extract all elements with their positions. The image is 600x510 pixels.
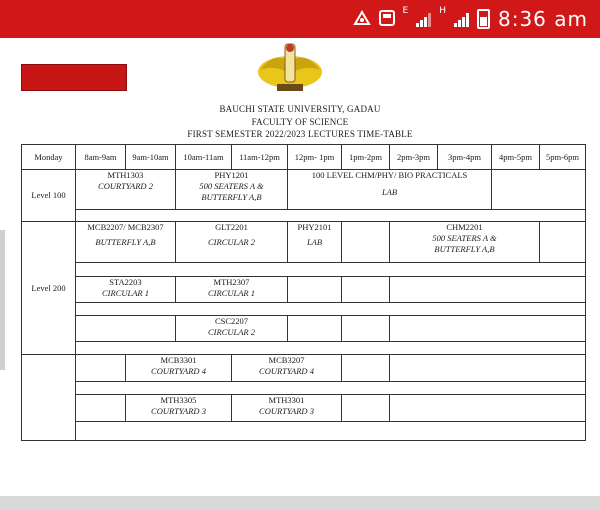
time-slot-header: 9am-10am (126, 145, 176, 170)
course-code: CHM2201 (446, 222, 483, 232)
empty-cell (390, 395, 586, 422)
class-cell (76, 277, 176, 303)
signal-strength-icon-2 (454, 11, 469, 27)
class-cell (176, 277, 288, 303)
empty-cell (390, 355, 586, 382)
faculty-name: FACULTY OF SCIENCE (251, 117, 349, 127)
venue: 500 SEATERS A & (199, 181, 264, 191)
time-slot-header: 11am-12pm (232, 145, 288, 170)
class-cell (288, 222, 342, 263)
venue: COURTYARD 2 (98, 181, 153, 191)
empty-cell (288, 316, 342, 342)
class-cell (390, 222, 540, 263)
save-data-icon (379, 10, 395, 29)
course-code: CSC2207 (214, 316, 249, 326)
venue: LAB (306, 237, 323, 247)
class-cell (76, 170, 176, 210)
course-code: MCB3207 (268, 355, 305, 365)
bottom-bar (0, 496, 600, 510)
time-slot-header: 1pm-2pm (342, 145, 390, 170)
empty-cell (76, 355, 126, 382)
status-icons (353, 6, 588, 32)
time-slot-header: 3pm-4pm (438, 145, 492, 170)
class-cell (126, 395, 232, 422)
clock: 8:36 am (497, 7, 588, 31)
empty-cell (390, 316, 586, 342)
venue: BUTTERFLY A,B (201, 192, 262, 202)
empty-cell (492, 170, 586, 210)
battery-icon (477, 9, 490, 29)
status-bar (0, 0, 600, 38)
class-cell (232, 395, 342, 422)
time-slot-header: 12pm- 1pm (288, 145, 342, 170)
time-slot-header: 4pm-5pm (492, 145, 540, 170)
time-slot-header: 10am-11am (176, 145, 232, 170)
course-code: PHY2101 (297, 222, 332, 232)
course-code: MTH1303 (107, 170, 144, 180)
course-code: GLT2201 (215, 222, 248, 232)
course-code: MCB3301 (160, 355, 197, 365)
spacer-row (76, 422, 586, 441)
empty-cell (342, 316, 390, 342)
scroll-edge (0, 230, 5, 370)
time-slot-header: 8am-9am (76, 145, 126, 170)
empty-cell (288, 277, 342, 303)
spacer-row (76, 303, 586, 316)
empty-cell (76, 316, 176, 342)
class-cell (76, 222, 176, 263)
class-cell (176, 170, 288, 210)
venue: CIRCULAR 1 (102, 288, 149, 298)
empty-cell (390, 277, 586, 303)
university-name: BAUCHI STATE UNIVERSITY, GADAU (219, 104, 381, 114)
signal-strength-icon (416, 11, 431, 27)
venue: CIRCULAR 1 (208, 288, 255, 298)
sync-icon (353, 10, 371, 29)
venue: COURTYARD 4 (259, 366, 314, 376)
level-label: Level 100 (22, 170, 76, 222)
university-logo (255, 40, 325, 95)
empty-cell (540, 222, 586, 263)
level-label: Level 200 (22, 222, 76, 355)
course-code: MCB2207/ MCB2307 (87, 222, 164, 232)
course-code: MTH2307 (213, 277, 250, 287)
class-cell (126, 355, 232, 382)
empty-cell (76, 395, 126, 422)
venue: BUTTERFLY A,B (95, 237, 156, 247)
venue: 500 SEATERS A & (432, 233, 497, 243)
class-cell (176, 316, 288, 342)
empty-cell (342, 222, 390, 263)
class-cell (232, 355, 342, 382)
venue: CIRCULAR 2 (208, 237, 255, 247)
empty-cell (342, 355, 390, 382)
venue: COURTYARD 4 (151, 366, 206, 376)
course-code: STA2203 (109, 277, 142, 287)
time-slot-header: 5pm-6pm (540, 145, 586, 170)
network-type-e: E (402, 6, 409, 16)
venue: COURTYARD 3 (259, 406, 314, 416)
timetable (21, 144, 586, 441)
course-code: 100 LEVEL CHM/PHY/ BIO PRACTICALS (311, 170, 468, 180)
empty-cell (342, 395, 390, 422)
time-slot-header: 2pm-3pm (390, 145, 438, 170)
network-type-h: H (439, 6, 446, 16)
venue: BUTTERFLY A,B (434, 244, 495, 254)
day-header: Monday (22, 145, 76, 170)
venue: COURTYARD 3 (151, 406, 206, 416)
empty-cell (342, 277, 390, 303)
spacer-row (76, 210, 586, 222)
spacer-row (76, 342, 586, 355)
timetable-title: FIRST SEMESTER 2022/2023 LECTURES TIME-TABLE (187, 129, 413, 139)
class-cell (176, 222, 288, 263)
venue: LAB (381, 187, 398, 197)
spacer-row (76, 263, 586, 277)
level-label-blank (22, 355, 76, 441)
venue: CIRCULAR 2 (208, 327, 255, 337)
class-cell (288, 170, 492, 210)
course-code: MTH3305 (160, 395, 197, 405)
red-action-button[interactable] (21, 64, 127, 91)
spacer-row (76, 382, 586, 395)
course-code: MTH3301 (268, 395, 305, 405)
course-code: PHY1201 (214, 170, 249, 180)
